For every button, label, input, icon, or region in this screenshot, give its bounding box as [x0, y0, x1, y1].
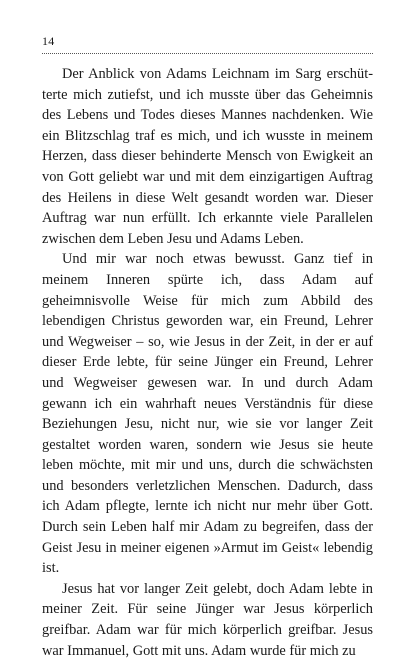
page-number: 14	[42, 34, 55, 48]
paragraph-3: Jesus hat vor langer Zeit gelebt, doch Adam lebte in meiner Zeit. Für seine Jünger war Jesus körperlich greifbar. Adam war für mich körperlich greifbar. Jesus war Immanuel, Gott mit uns. Adam wurde für mich zu	[42, 580, 373, 659]
paragraph-1: Der Anblick von Adams Leichnam im Sarg erschütterte mich zutiefst, und ich musste über das Geheimnis des Lebens und Todes dieses Mannes nachdenken. Wie ein Blitzschlag traf es mich, und ich wusste in meinem Herzen, dass dieser behinderte Mensch von Ewigkeit an von Gott geliebt war und mit dem einzigartigen Auftrag des Heilens in diese Welt gesandt worden war. Dieser Auftrag war nun erfüllt. Ich erkannte viele Parallelen zwischen dem Leben Jesu und Adams Leben.	[42, 66, 373, 247]
body-text	[42, 64, 373, 661]
header-dotted-rule	[42, 53, 373, 54]
paragraph-2: Und mir war noch etwas bewusst. Ganz tief in meinem Inneren spürte ich, dass Adam auf geheimnisvolle Weise für mich zum Abbild des lebendigen Christus geworden war, ein Freund, Lehrer und Wegweiser – so, wie Jesus in der Zeit, in der er auf dieser Erde lebte, für seine Jünger ein Freund, Lehrer und Wegweiser gewesen war. In und durch Adam gewann ich ein wahrhaft neues Verständnis für diese Beziehungen Jesu, nicht nur, wie sie vor langer Zeit gestaltet worden waren, sondern wie Jesus sie heute leben möchte, mit mir und uns, durch die schwächsten und besonders verletzlichen Menschen. Dadurch, dass ich Adam pflegte, lernte ich nicht nur mehr über Gott. Durch sein Leben half mir Adam zu begreifen, dass der Geist Jesu in meiner eigenen »Armut im Geist« lebendig ist.	[42, 251, 373, 577]
